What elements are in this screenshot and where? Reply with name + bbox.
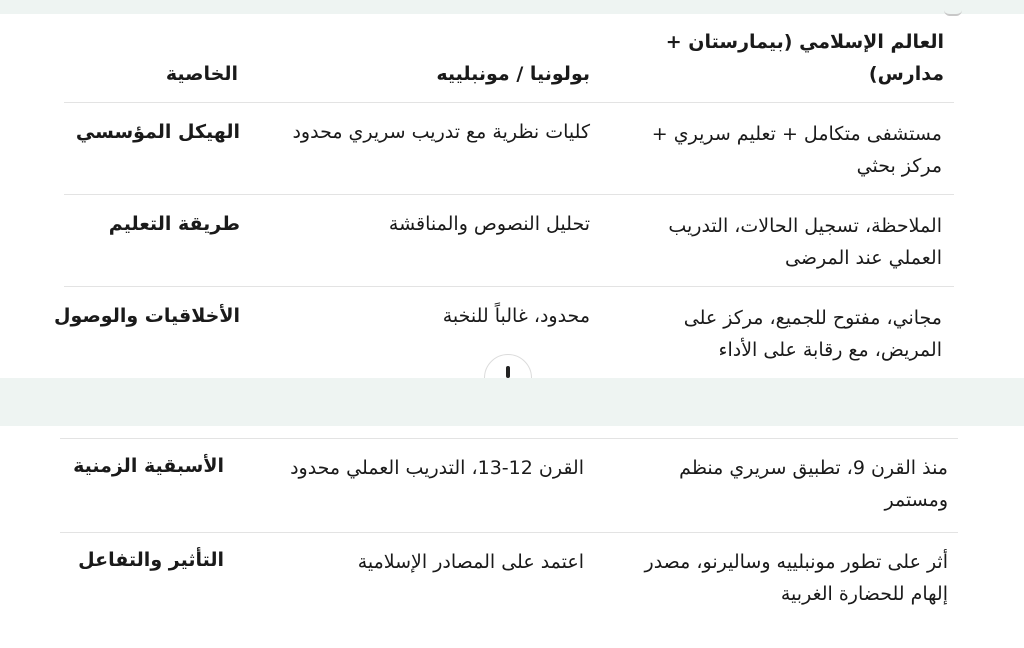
row-islamic-method: الملاحظة، تسجيل الحالات، التدريب العملي عند المرضى (668, 215, 942, 269)
row-divider (64, 194, 954, 195)
header-european: بولونيا / مونبلييه (436, 63, 590, 85)
row-property-influence: التأثير والتفاعل (78, 549, 224, 571)
row-islamic-precedence: منذ القرن 9، تطبيق سريري منظم ومستمر (679, 457, 948, 511)
row-divider (60, 438, 958, 439)
row-divider (64, 286, 954, 287)
scroll-down-icon (506, 366, 510, 378)
top-strip (0, 0, 1024, 14)
row-property-structure: الهيكل المؤسسي (75, 121, 240, 143)
header-islamic: العالم الإسلامي (بيمارستان + مدارس) (665, 31, 944, 85)
row-islamic-ethics: مجاني، مفتوح للجميع، مركز على المريض، مع رقابة على الأداء (683, 307, 942, 361)
comparison-table-top (0, 14, 1024, 378)
row-islamic-structure: مستشفى متكامل + تعليم سريري + مركز بحثي (651, 123, 942, 177)
header-property: الخاصية (165, 63, 238, 85)
row-european-ethics: محدود، غالباً للنخبة (442, 305, 590, 327)
header-divider (64, 102, 954, 103)
row-property-method: طريقة التعليم (108, 213, 240, 235)
scroll-button-cover (476, 378, 540, 408)
comparison-table-bottom (0, 426, 1024, 648)
row-european-influence: اعتمد على المصادر الإسلامية (357, 551, 584, 573)
row-european-precedence: القرن 12-13، التدريب العملي محدود (290, 457, 584, 479)
row-islamic-influence: أثر على تطور مونبلييه وساليرنو، مصدر إلهام للحضارة الغربية (644, 551, 948, 605)
row-divider (60, 532, 958, 533)
row-property-precedence: الأسبقية الزمنية (73, 455, 224, 477)
row-property-ethics: الأخلاقيات والوصول (54, 305, 240, 327)
row-european-structure: كليات نظرية مع تدريب سريري محدود (292, 121, 590, 143)
row-european-method: تحليل النصوص والمناقشة (388, 213, 590, 235)
